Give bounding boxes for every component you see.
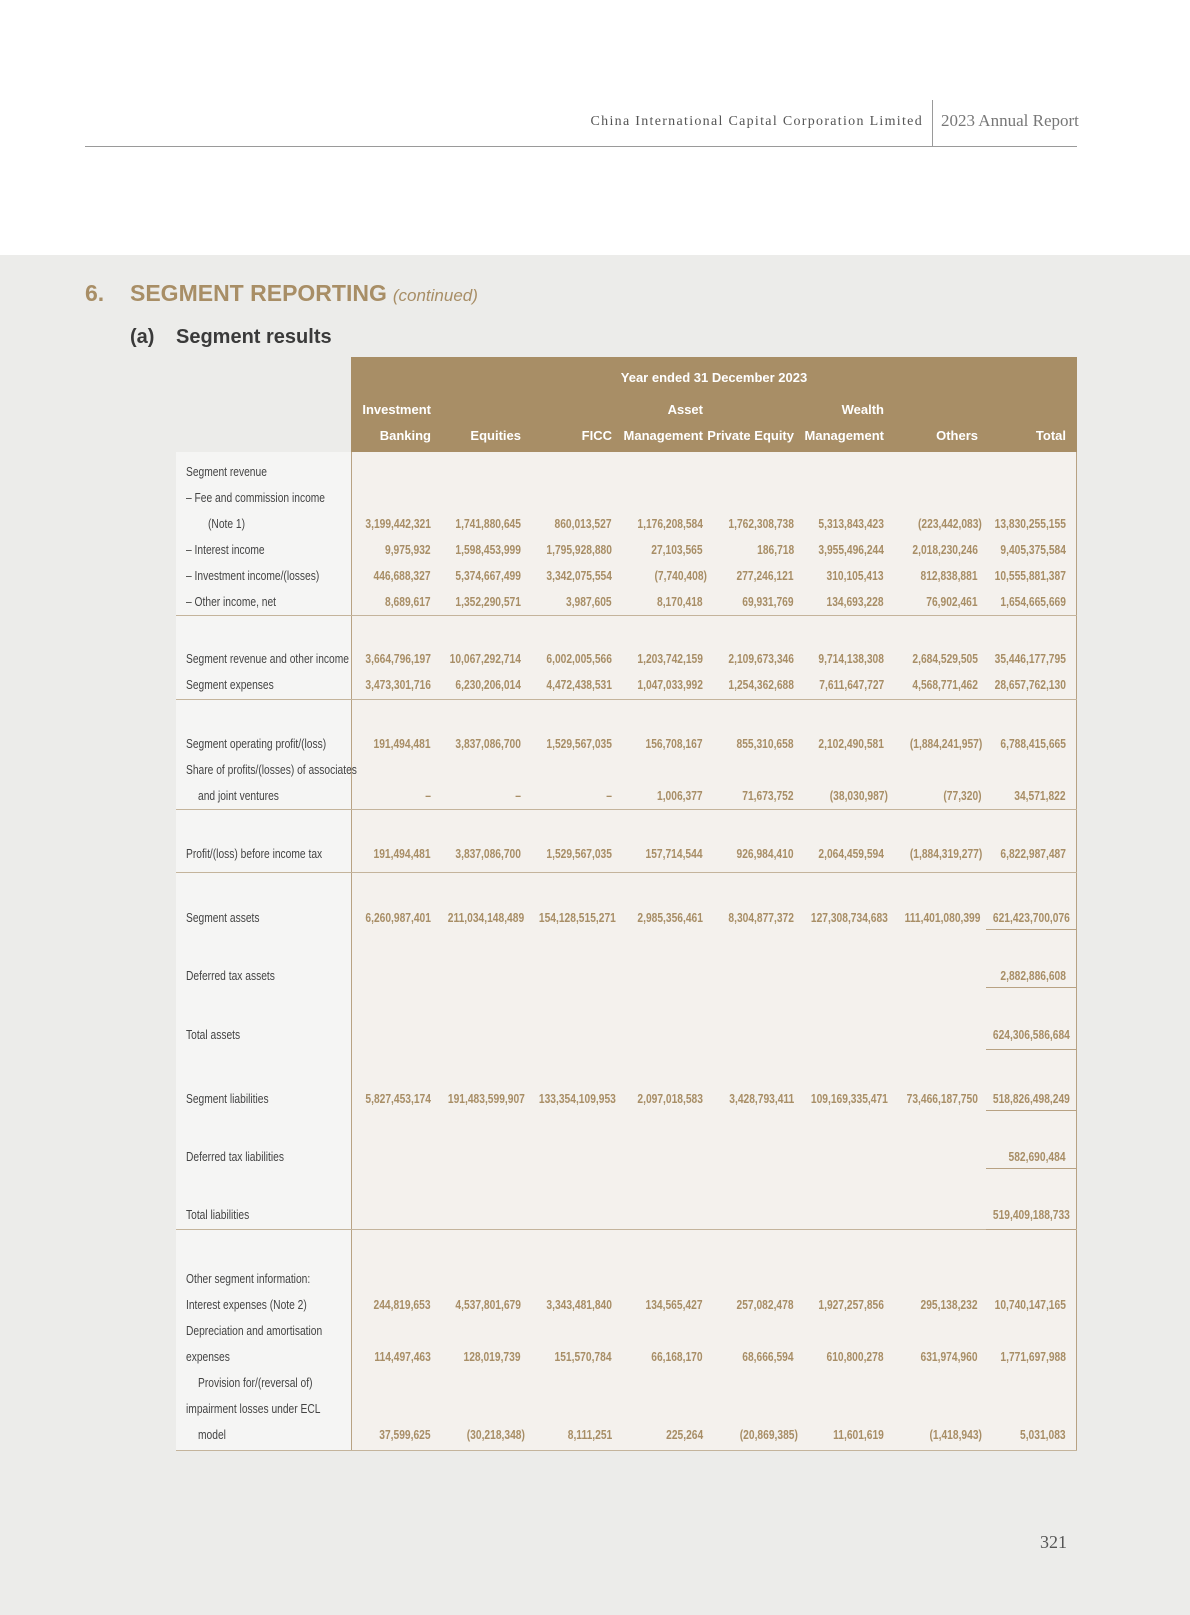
- table-cell: [431, 737, 521, 751]
- table-cell-value: 8,170,418: [657, 595, 703, 609]
- table-cell-value: 10,740,147,165: [994, 1298, 1066, 1312]
- table-cell: [798, 789, 888, 803]
- table-cell: [431, 652, 521, 666]
- table-cell: [704, 1350, 794, 1364]
- table-cell: [522, 595, 612, 609]
- table-cell: [341, 911, 431, 925]
- table-cell: [431, 595, 521, 609]
- row-label: Segment liabilities: [186, 1092, 269, 1106]
- table-cell: [794, 847, 884, 861]
- table-cell-value: 2,985,356,461: [637, 911, 703, 925]
- table-cell-value: 35,446,177,795: [994, 652, 1066, 666]
- table-cell: [522, 569, 612, 583]
- table-cell-value: (20,869,385): [739, 1428, 798, 1442]
- table-cell: [704, 1092, 794, 1106]
- table-cell-value: 1,598,453,999: [455, 543, 521, 557]
- table-cell-value: 7,611,647,727: [819, 678, 884, 692]
- table-cell-value: 109,169,335,471: [810, 1092, 888, 1106]
- table-cell: [431, 789, 521, 803]
- table-cell: [794, 1298, 884, 1312]
- table-cell: [976, 1092, 1070, 1106]
- table-cell: [708, 1428, 798, 1442]
- section-number: 6.: [85, 280, 105, 306]
- table-cell-value: 2,882,886,608: [1000, 969, 1066, 983]
- table-cell: [892, 517, 982, 531]
- table-cell-value: 624,306,586,684: [992, 1028, 1070, 1042]
- row-label: and joint ventures: [198, 789, 279, 803]
- table-cell-value: 134,565,427: [645, 1298, 703, 1312]
- table-cell-value: 191,483,599,907: [447, 1092, 525, 1106]
- table-cell-value: 8,689,617: [385, 595, 431, 609]
- table-cell-value: 1,529,567,035: [546, 847, 612, 861]
- table-cell: [613, 1298, 703, 1312]
- table-cell-value: 127,308,734,683: [810, 911, 888, 925]
- table-cell: [704, 911, 794, 925]
- row-label: expenses: [186, 1350, 230, 1364]
- table-cell-value: 134,693,228: [826, 595, 884, 609]
- table-cell-value: 9,714,138,308: [818, 652, 884, 666]
- table-cell: [976, 678, 1066, 692]
- table-cell-value: 1,654,665,669: [1000, 595, 1066, 609]
- table-cell: [704, 652, 794, 666]
- table-cell-value: 211,034,148,489: [447, 911, 525, 925]
- table-cell: [341, 1298, 431, 1312]
- table-cell: [431, 517, 521, 531]
- table-cell: [435, 1428, 525, 1442]
- table-cell-value: (77,320): [943, 789, 982, 803]
- table-cell: [888, 543, 978, 557]
- table-cell-value: 10,067,292,714: [449, 652, 521, 666]
- table-cell-value: (7,740,408): [654, 569, 707, 583]
- table-cell-value: 186,718: [756, 543, 794, 557]
- table-cell: [522, 1298, 612, 1312]
- table-cell: [522, 652, 612, 666]
- table-cell-value: 277,246,121: [736, 569, 794, 583]
- table-cell: [613, 678, 703, 692]
- table-cell: [613, 789, 703, 803]
- table-cell-value: 621,423,700,076: [992, 911, 1070, 925]
- table-row-divider: [176, 809, 1077, 810]
- row-label: Segment assets: [186, 911, 260, 925]
- row-label: (Note 1): [208, 517, 246, 531]
- table-cell-value: (1,418,943): [929, 1428, 982, 1442]
- table-cell-value: 114,497,463: [374, 1350, 431, 1364]
- row-label: Total assets: [186, 1028, 241, 1042]
- table-cell-value: 1,927,257,856: [818, 1298, 884, 1312]
- table-cell-value: 1,047,033,992: [637, 678, 703, 692]
- table-cell: [341, 595, 431, 609]
- total-underline: [986, 1229, 1076, 1230]
- table-cell: [341, 569, 431, 583]
- table-cell-value: 1,762,308,738: [728, 517, 794, 531]
- table-cell-value: 4,568,771,462: [912, 678, 978, 692]
- table-cell-value: 133,354,109,953: [538, 1092, 616, 1106]
- row-label: – Investment income/(losses): [186, 569, 320, 583]
- table-cell-value: (38,030,987): [829, 789, 888, 803]
- column-header-line1: Asset: [667, 402, 703, 417]
- row-label: Profit/(loss) before income tax: [186, 847, 323, 861]
- table-cell-value: –: [425, 789, 431, 803]
- table-cell: [888, 652, 978, 666]
- table-cell-value: 191,494,481: [373, 847, 431, 861]
- table-cell-value: 1,006,377: [657, 789, 703, 803]
- table-cell-value: (30,218,348): [466, 1428, 525, 1442]
- table-cell: [704, 517, 794, 531]
- table-cell: [888, 678, 978, 692]
- table-cell: [341, 1350, 431, 1364]
- row-label: Other segment information:: [186, 1272, 311, 1286]
- table-cell-value: 8,111,251: [567, 1428, 612, 1442]
- table-cell-value: 4,537,801,679: [455, 1298, 521, 1312]
- table-cell: [794, 652, 884, 666]
- total-underline: [986, 1049, 1076, 1050]
- table-cell-value: 1,795,928,880: [546, 543, 612, 557]
- table-cell: [794, 678, 884, 692]
- row-label: Segment expenses: [186, 678, 274, 692]
- subsection-label: (a): [130, 326, 155, 348]
- table-cell-value: 9,975,932: [385, 543, 431, 557]
- table-cell: [888, 1092, 978, 1106]
- table-cell-value: 6,260,987,401: [365, 911, 431, 925]
- table-cell: [613, 595, 703, 609]
- page-number: 321: [1040, 1532, 1067, 1552]
- table-cell-value: 11,601,619: [833, 1428, 884, 1442]
- table-cell-value: 68,666,594: [742, 1350, 794, 1364]
- table-cell-value: 3,343,481,840: [546, 1298, 612, 1312]
- table-cell-value: –: [606, 789, 612, 803]
- column-header-line1: Wealth: [841, 402, 884, 417]
- table-cell-value: 37,599,625: [379, 1428, 431, 1442]
- table-cell: [704, 569, 794, 583]
- row-label: Share of profits/(losses) of associates: [186, 763, 357, 777]
- table-cell-value: 13,830,255,155: [994, 517, 1066, 531]
- row-label: Interest expenses (Note 2): [186, 1298, 307, 1312]
- table-cell: [888, 1350, 978, 1364]
- table-cell: [613, 1350, 703, 1364]
- row-label: Segment operating profit/(loss): [186, 737, 327, 751]
- table-cell: [704, 789, 794, 803]
- table-cell-value: 812,838,881: [920, 569, 978, 583]
- table-cell-value: 519,409,188,733: [992, 1208, 1070, 1222]
- table-cell: [892, 737, 982, 751]
- table-cell: [704, 595, 794, 609]
- table-cell: [794, 543, 884, 557]
- subsection-title: Segment results: [176, 326, 332, 348]
- table-cell-value: 28,657,762,130: [994, 678, 1066, 692]
- table-cell-value: 6,230,206,014: [455, 678, 521, 692]
- table-cell-value: 157,714,544: [645, 847, 703, 861]
- row-label: Segment revenue: [186, 465, 267, 479]
- table-cell: [522, 911, 616, 925]
- total-underline: [986, 1110, 1076, 1111]
- table-cell: [794, 737, 884, 751]
- table-cell-value: –: [515, 789, 521, 803]
- table-row-divider: [176, 1229, 1077, 1230]
- column-header-line2: Private Equity: [707, 428, 794, 443]
- table-cell-value: 257,082,478: [736, 1298, 794, 1312]
- table-cell-value: 2,109,673,346: [728, 652, 794, 666]
- table-period-heading: Year ended 31 December 2023: [620, 370, 808, 385]
- table-cell: [431, 1298, 521, 1312]
- table-cell: [976, 569, 1066, 583]
- table-cell-value: 154,128,515,271: [538, 911, 616, 925]
- table-cell: [976, 1350, 1066, 1364]
- row-label: Depreciation and amortisation: [186, 1324, 323, 1338]
- table-cell-value: 610,800,278: [826, 1350, 884, 1364]
- table-cell-value: 1,203,742,159: [637, 652, 703, 666]
- table-cell-value: 8,304,877,372: [728, 911, 794, 925]
- table-row-divider: [176, 615, 1077, 616]
- table-cell-value: 1,176,208,584: [637, 517, 703, 531]
- table-cell: [341, 1428, 431, 1442]
- row-label: – Fee and commission income: [186, 491, 326, 505]
- table-cell: [431, 543, 521, 557]
- table-cell: [976, 543, 1066, 557]
- table-row-divider: [176, 699, 1077, 700]
- table-cell-value: 6,002,005,566: [546, 652, 612, 666]
- table-cell-value: 3,955,496,244: [818, 543, 884, 557]
- table-cell-value: 73,466,187,750: [906, 1092, 978, 1106]
- total-underline: [986, 1168, 1076, 1169]
- row-label: Total liabilities: [186, 1208, 250, 1222]
- table-cell: [976, 1428, 1066, 1442]
- table-cell: [613, 911, 703, 925]
- row-label: Segment revenue and other income: [186, 652, 349, 666]
- table-cell-value: 3,473,301,716: [365, 678, 431, 692]
- table-cell-value: 2,018,230,246: [912, 543, 978, 557]
- row-label: Provision for/(reversal of): [198, 1376, 313, 1390]
- table-cell: [431, 1092, 525, 1106]
- table-cell: [341, 543, 431, 557]
- table-cell: [888, 1298, 978, 1312]
- table-cell: [522, 1350, 612, 1364]
- table-cell-value: 295,138,232: [920, 1298, 978, 1312]
- table-cell: [976, 595, 1066, 609]
- table-cell-value: 66,168,170: [651, 1350, 703, 1364]
- row-label: Deferred tax assets: [186, 969, 275, 983]
- table-cell: [522, 517, 612, 531]
- table-cell: [431, 911, 525, 925]
- table-cell-value: 446,688,327: [373, 569, 431, 583]
- header-separator: [932, 100, 933, 146]
- row-label: Deferred tax liabilities: [186, 1150, 284, 1164]
- table-cell-value: 5,313,843,423: [818, 517, 884, 531]
- table-cell: [976, 969, 1066, 983]
- table-cell-value: 2,684,529,505: [912, 652, 978, 666]
- table-cell-value: 128,019,739: [463, 1350, 521, 1364]
- table-cell-value: 1,741,880,645: [455, 517, 521, 531]
- table-cell-value: 1,254,362,688: [728, 678, 794, 692]
- table-cell: [794, 911, 888, 925]
- table-cell-value: 191,494,481: [373, 737, 431, 751]
- table-cell: [613, 1092, 703, 1106]
- column-header-line2: Management: [623, 428, 703, 443]
- header-company: China International Capital Corporation Limited: [590, 114, 923, 129]
- table-cell-value: 34,571,822: [1014, 789, 1066, 803]
- table-cell: [892, 847, 982, 861]
- table-cell: [522, 1092, 616, 1106]
- table-cell: [431, 1350, 521, 1364]
- column-header-line2: Equities: [470, 428, 521, 443]
- table-cell-value: 1,771,697,988: [1000, 1350, 1066, 1364]
- table-cell-value: 3,199,442,321: [365, 517, 431, 531]
- table-cell-value: 3,664,796,197: [365, 652, 431, 666]
- row-label: impairment losses under ECL: [186, 1402, 321, 1416]
- table-cell: [341, 652, 431, 666]
- table-cell: [522, 737, 612, 751]
- table-cell: [341, 737, 431, 751]
- table-cell-value: 855,310,658: [736, 737, 794, 751]
- row-label: – Interest income: [186, 543, 265, 557]
- table-cell: [888, 569, 978, 583]
- table-cell: [976, 1150, 1066, 1164]
- table-cell-value: 5,374,667,499: [455, 569, 521, 583]
- table-cell-value: 582,690,484: [1008, 1150, 1066, 1164]
- column-header-line2: FICC: [581, 428, 612, 443]
- table-cell: [976, 911, 1070, 925]
- table-cell-value: (223,442,083): [918, 517, 982, 531]
- table-cell: [613, 652, 703, 666]
- table-cell: [522, 847, 612, 861]
- table-cell-value: 5,827,453,174: [365, 1092, 431, 1106]
- table-cell-value: 6,788,415,665: [1000, 737, 1066, 751]
- header-rule: [85, 146, 1077, 147]
- table-cell-value: 518,826,498,249: [992, 1092, 1070, 1106]
- table-cell: [888, 911, 981, 925]
- column-header-line2: Others: [936, 428, 978, 443]
- table-cell-value: 860,013,527: [554, 517, 612, 531]
- table-cell-value: 156,708,167: [645, 737, 703, 751]
- table-cell-value: 71,673,752: [742, 789, 794, 803]
- table-cell: [341, 517, 431, 531]
- table-cell: [704, 737, 794, 751]
- table-cell-value: 926,984,410: [736, 847, 794, 861]
- table-cell: [613, 543, 703, 557]
- table-cell: [704, 543, 794, 557]
- table-cell-value: 10,555,881,387: [994, 569, 1066, 583]
- table-cell-value: 3,837,086,700: [455, 847, 521, 861]
- table-cell-value: (1,884,319,277): [909, 847, 982, 861]
- table-cell: [522, 543, 612, 557]
- table-cell: [976, 652, 1066, 666]
- row-label: model: [198, 1428, 226, 1442]
- table-cell-value: 244,819,653: [373, 1298, 431, 1312]
- table-cell-value: 3,428,793,411: [729, 1092, 794, 1106]
- table-row-divider: [176, 872, 1077, 873]
- table-cell: [341, 1092, 431, 1106]
- table-cell: [892, 1428, 982, 1442]
- table-cell: [617, 569, 707, 583]
- table-cell: [341, 789, 431, 803]
- table-cell: [341, 678, 431, 692]
- table-cell: [976, 737, 1066, 751]
- table-cell-value: 69,931,769: [742, 595, 794, 609]
- section-continued: (continued): [392, 286, 478, 305]
- table-cell: [976, 1028, 1070, 1042]
- table-cell-value: 310,105,413: [826, 569, 884, 583]
- total-underline: [986, 929, 1076, 930]
- table-cell-value: 3,837,086,700: [455, 737, 521, 751]
- table-cell: [613, 847, 703, 861]
- table-cell-value: 1,352,290,571: [455, 595, 521, 609]
- table-cell: [794, 517, 884, 531]
- table-cell-value: (1,884,241,957): [909, 737, 982, 751]
- column-header-line2: Banking: [379, 428, 431, 443]
- table-cell: [613, 1428, 703, 1442]
- table-cell: [704, 678, 794, 692]
- table-cell-value: 225,264: [665, 1428, 703, 1442]
- table-cell: [794, 569, 884, 583]
- table-cell-value: 4,472,438,531: [546, 678, 612, 692]
- table-cell: [704, 847, 794, 861]
- table-cell: [976, 847, 1066, 861]
- table-cell: [794, 595, 884, 609]
- table-cell: [522, 1428, 612, 1442]
- table-cell: [976, 1208, 1070, 1222]
- section-title: [130, 280, 478, 307]
- table-cell: [522, 789, 612, 803]
- table-row-divider: [176, 1450, 1077, 1451]
- table-cell-value: 2,097,018,583: [637, 1092, 703, 1106]
- table-cell: [431, 847, 521, 861]
- table-cell: [341, 847, 431, 861]
- column-header-line2: Management: [804, 428, 884, 443]
- row-label: – Other income, net: [186, 595, 277, 609]
- table-cell: [976, 517, 1066, 531]
- table-cell: [431, 678, 521, 692]
- table-cell-value: 111,401,080,399: [904, 911, 981, 925]
- table-cell: [613, 737, 703, 751]
- table-cell-value: 3,987,605: [566, 595, 612, 609]
- table-cell-value: 5,031,083: [1020, 1428, 1066, 1442]
- table-cell-value: 76,902,461: [926, 595, 978, 609]
- table-cell: [613, 517, 703, 531]
- total-underline: [986, 987, 1076, 988]
- header-report-title: 2023 Annual Report: [941, 111, 1079, 130]
- table-cell: [431, 569, 521, 583]
- table-cell-value: 1,529,567,035: [546, 737, 612, 751]
- table-cell: [522, 678, 612, 692]
- section-title-text: SEGMENT REPORTING: [130, 280, 387, 306]
- table-cell: [976, 1298, 1066, 1312]
- table-cell-value: 6,822,987,487: [1000, 847, 1066, 861]
- table-cell: [976, 789, 1066, 803]
- table-cell-value: 2,064,459,594: [818, 847, 884, 861]
- table-cell-value: 631,974,960: [920, 1350, 978, 1364]
- column-header-line1: Investment: [362, 402, 431, 417]
- table-cell: [892, 789, 982, 803]
- table-cell: [888, 595, 978, 609]
- table-cell-value: 2,102,490,581: [818, 737, 884, 751]
- table-cell-value: 3,342,075,554: [546, 569, 612, 583]
- table-cell-value: 151,570,784: [554, 1350, 612, 1364]
- table-cell: [794, 1350, 884, 1364]
- table-cell: [704, 1298, 794, 1312]
- column-header-line2: Total: [1035, 428, 1066, 443]
- table-cell-value: 27,103,565: [651, 543, 703, 557]
- table-cell: [794, 1092, 888, 1106]
- table-cell: [794, 1428, 884, 1442]
- table-cell-value: 9,405,375,584: [1000, 543, 1066, 557]
